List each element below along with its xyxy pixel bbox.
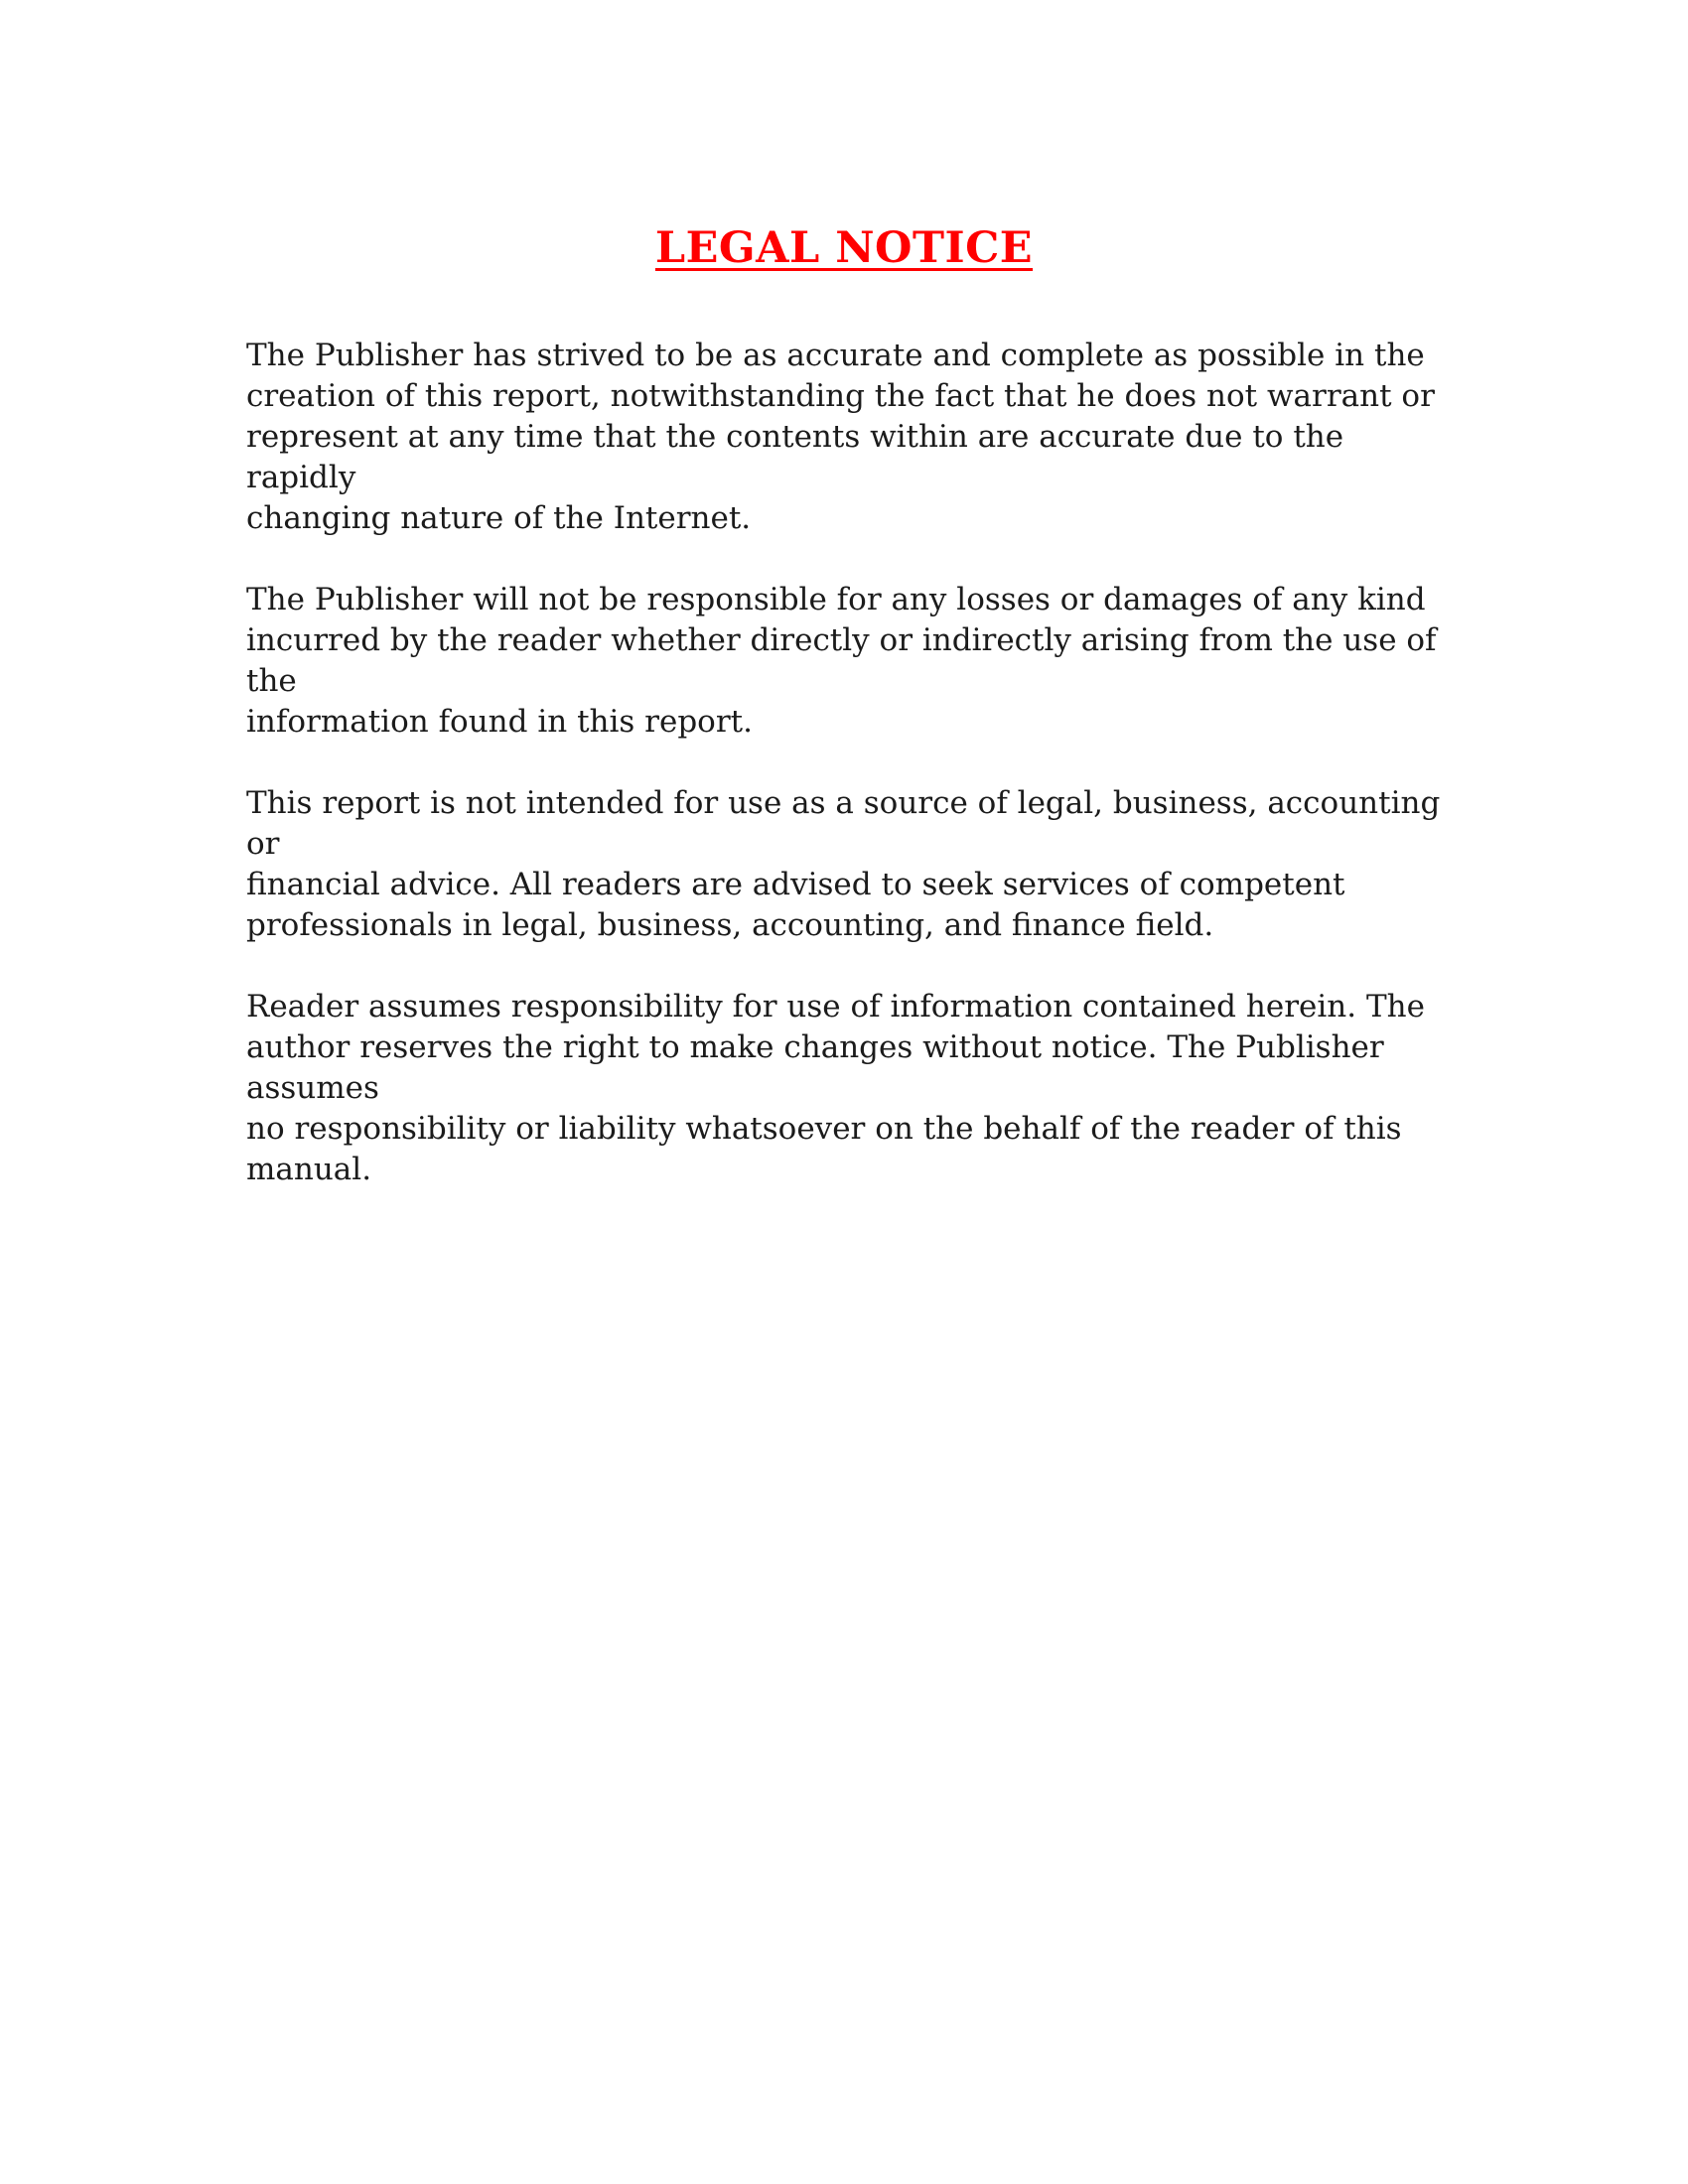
paragraph-liability-disclaimer: The Publisher will not be responsible for any losses or damages of any kind incurred by the reader whether directly or indirectly arising from the use of the information found in this report. (246, 582, 1437, 740)
paragraph-professional-advice-disclaimer: This report is not intended for use as a source of legal, business, accounting or financial advice. All readers are advised to seek services of competent professionals in legal, business, accounting, and finance field. (246, 785, 1441, 943)
paragraph-reader-responsibility: Reader assumes responsibility for use of information contained herein. The author reserves the right to make changes without notice. The Publisher assumes no responsibility or liability whatsoever on the behalf of the reader of this manual. (246, 989, 1425, 1187)
paragraph-accuracy-disclaimer: The Publisher has strived to be as accurate and complete as possible in the creation of this report, notwithstanding the fact that he does not warrant or represent at any time that the contents within are accurate due to the rapidly changing nature of the Internet. (246, 338, 1435, 536)
document-body (246, 336, 1458, 1231)
page-title-text: LEGAL NOTICE (654, 222, 1034, 273)
page-title (0, 223, 1688, 273)
